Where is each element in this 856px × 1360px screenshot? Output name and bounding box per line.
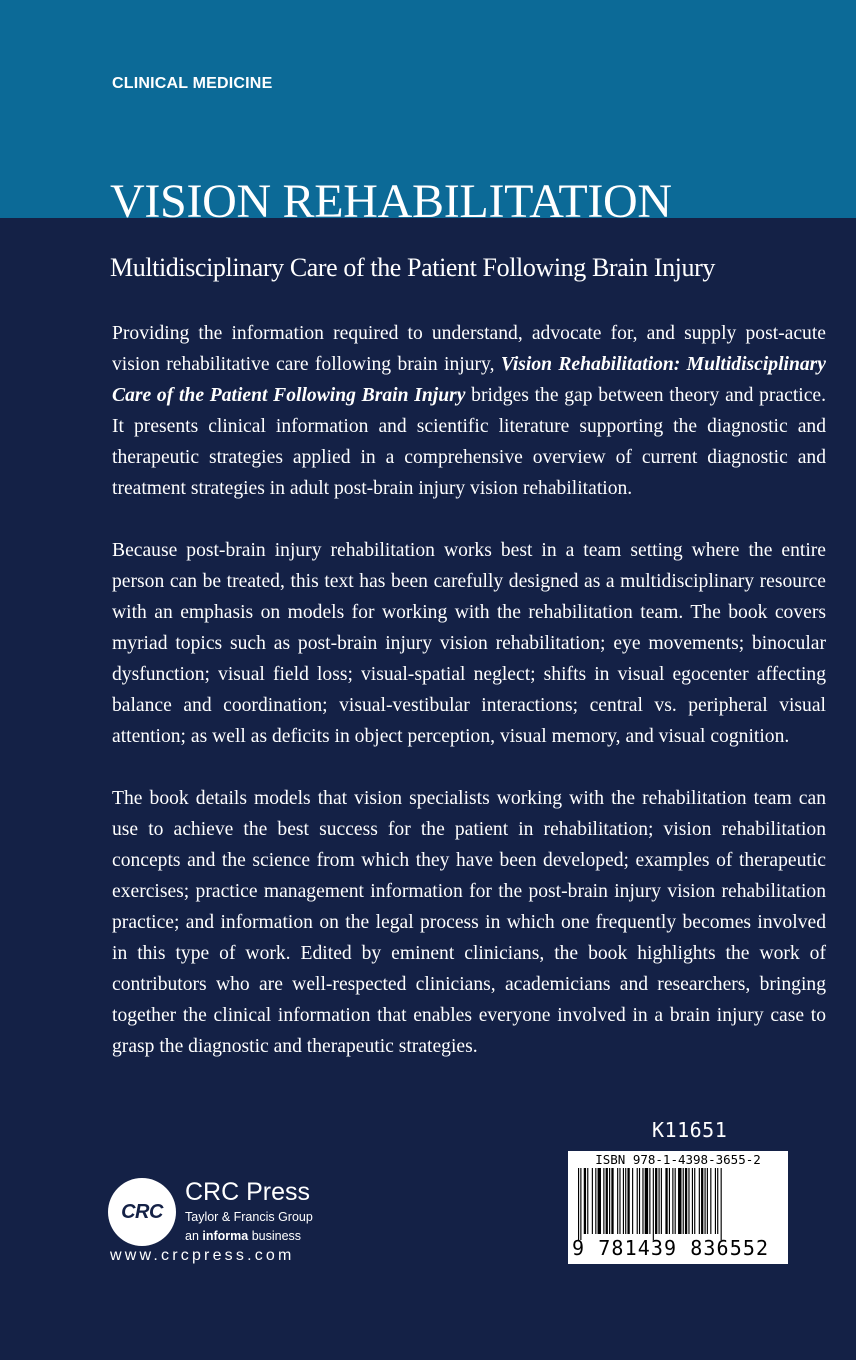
barcode-bar [721, 1168, 722, 1240]
barcode-bar [578, 1168, 579, 1240]
barcode-bar [587, 1168, 588, 1234]
description-paragraph-2: Because post-brain injury rehabilitation works best in a team setting where the entire person can be treated, this text has been carefully designed as a multidisciplinary resource with an emphasis on models for working with the rehabilitation team. The book covers myriad topics such as post-brain injury vision rehabilitation; eye movements; binocular dysfunction; visual field loss; visual-spatial neglect; shifts in visual egocenter affecting balance and coordination; visual-vestibular interactions; central vs. peripheral visual attention; as well as deficits in object perception, visual memory, and visual cognition. [112, 540, 826, 747]
barcode-bar [598, 1168, 601, 1234]
barcode-bar [678, 1168, 681, 1234]
barcode-bar [639, 1168, 640, 1234]
barcode-bar [659, 1168, 660, 1234]
barcode-bar [625, 1168, 626, 1234]
barcode-bars [578, 1168, 778, 1240]
barcode-bar [701, 1168, 703, 1234]
book-description [112, 318, 826, 1093]
barcode-bar [623, 1168, 624, 1234]
book-title-italic: Vision Rehabilitation: Multidisciplinary Care of the Patient Following Brain Injury [112, 354, 826, 406]
barcode-bar [627, 1168, 629, 1234]
barcode-bar [584, 1168, 586, 1234]
catalog-code: K11651 [652, 1118, 728, 1142]
barcode-bar [683, 1168, 684, 1234]
barcode-bar [609, 1168, 610, 1234]
barcode-bar [692, 1168, 693, 1234]
barcode-bar [672, 1168, 673, 1234]
barcode-bar [595, 1168, 596, 1234]
description-paragraph-1: Providing the information required to understand, advocate for, and supply post-acute vision rehabilitative care following brain injury, Vision Rehabilitation: Multidisciplinary Care of the Patient Following Brain Injury bridges the gap between theory and practice. It presents clinical information and scientific literature supporting the diagnostic and therapeutic strategies applied in a comprehensive overview of current diagnostic and treatment strategies in adult post-brain injury vision rehabilitation. [112, 323, 826, 499]
series-category: CLINICAL MEDICINE [112, 75, 273, 92]
barcode-bar [653, 1168, 654, 1240]
barcode-bar [619, 1168, 620, 1234]
book-subtitle: Multidisciplinary Care of the Patient Following Brain Injury [110, 253, 715, 282]
barcode-bar [685, 1168, 687, 1234]
barcode-bar [642, 1168, 643, 1234]
barcode-bar [611, 1168, 613, 1234]
barcode-bar [592, 1168, 593, 1234]
barcode-bar [637, 1168, 638, 1234]
barcode-bar [606, 1168, 608, 1234]
isbn-label: ISBN 978-1-4398-3655-2 [595, 1152, 761, 1167]
book-title: VISION REHABILITATION [110, 175, 672, 228]
barcode-bar [717, 1168, 718, 1234]
barcode-bar [603, 1168, 604, 1234]
barcode-bar [688, 1168, 689, 1234]
barcode-bar [655, 1168, 657, 1234]
barcode-bar [661, 1168, 662, 1234]
barcode-bar [715, 1168, 716, 1234]
barcode-bar [632, 1168, 633, 1234]
publisher-business: an informa business [185, 1229, 302, 1243]
barcode-bar [617, 1168, 618, 1234]
barcode-bar [705, 1168, 706, 1234]
isbn-barcode [568, 1151, 788, 1264]
crc-logo-text: CRC [121, 1200, 163, 1223]
barcode-bar [694, 1168, 695, 1234]
barcode-bar [699, 1168, 700, 1234]
barcode-bar [669, 1168, 670, 1234]
publisher-url[interactable]: www.crcpress.com [110, 1247, 295, 1264]
crc-logo [108, 1178, 176, 1246]
barcode-bar [645, 1168, 648, 1234]
barcode-digits: 9 781439 836552 [572, 1236, 770, 1260]
barcode-bar [707, 1168, 708, 1234]
publisher-group: Taylor & Francis Group [185, 1210, 313, 1224]
barcode-bar [675, 1168, 676, 1234]
barcode-bar [665, 1168, 667, 1234]
publisher-name: CRC Press [185, 1178, 311, 1206]
barcode-bar [580, 1168, 581, 1240]
barcode-bar [710, 1168, 711, 1234]
barcode-bar [649, 1168, 650, 1234]
description-paragraph-3: The book details models that vision specialists working with the rehabilitation team can use to achieve the best success for the patient in rehabilitation; vision rehabilitation concepts and the science from which they have been developed; examples of therapeutic exercises; practice management information for the post-brain injury vision rehabilitation practice; and information on the legal process in which one frequently becomes involved in this type of work. Edited by eminent clinicians, the book highlights the work of contributors who are well-respected clinicians, academicians and researchers, bringing together the clinical information that enables everyone involved in a brain injury case to grasp the diagnostic and therapeutic strategies. [112, 788, 826, 1057]
